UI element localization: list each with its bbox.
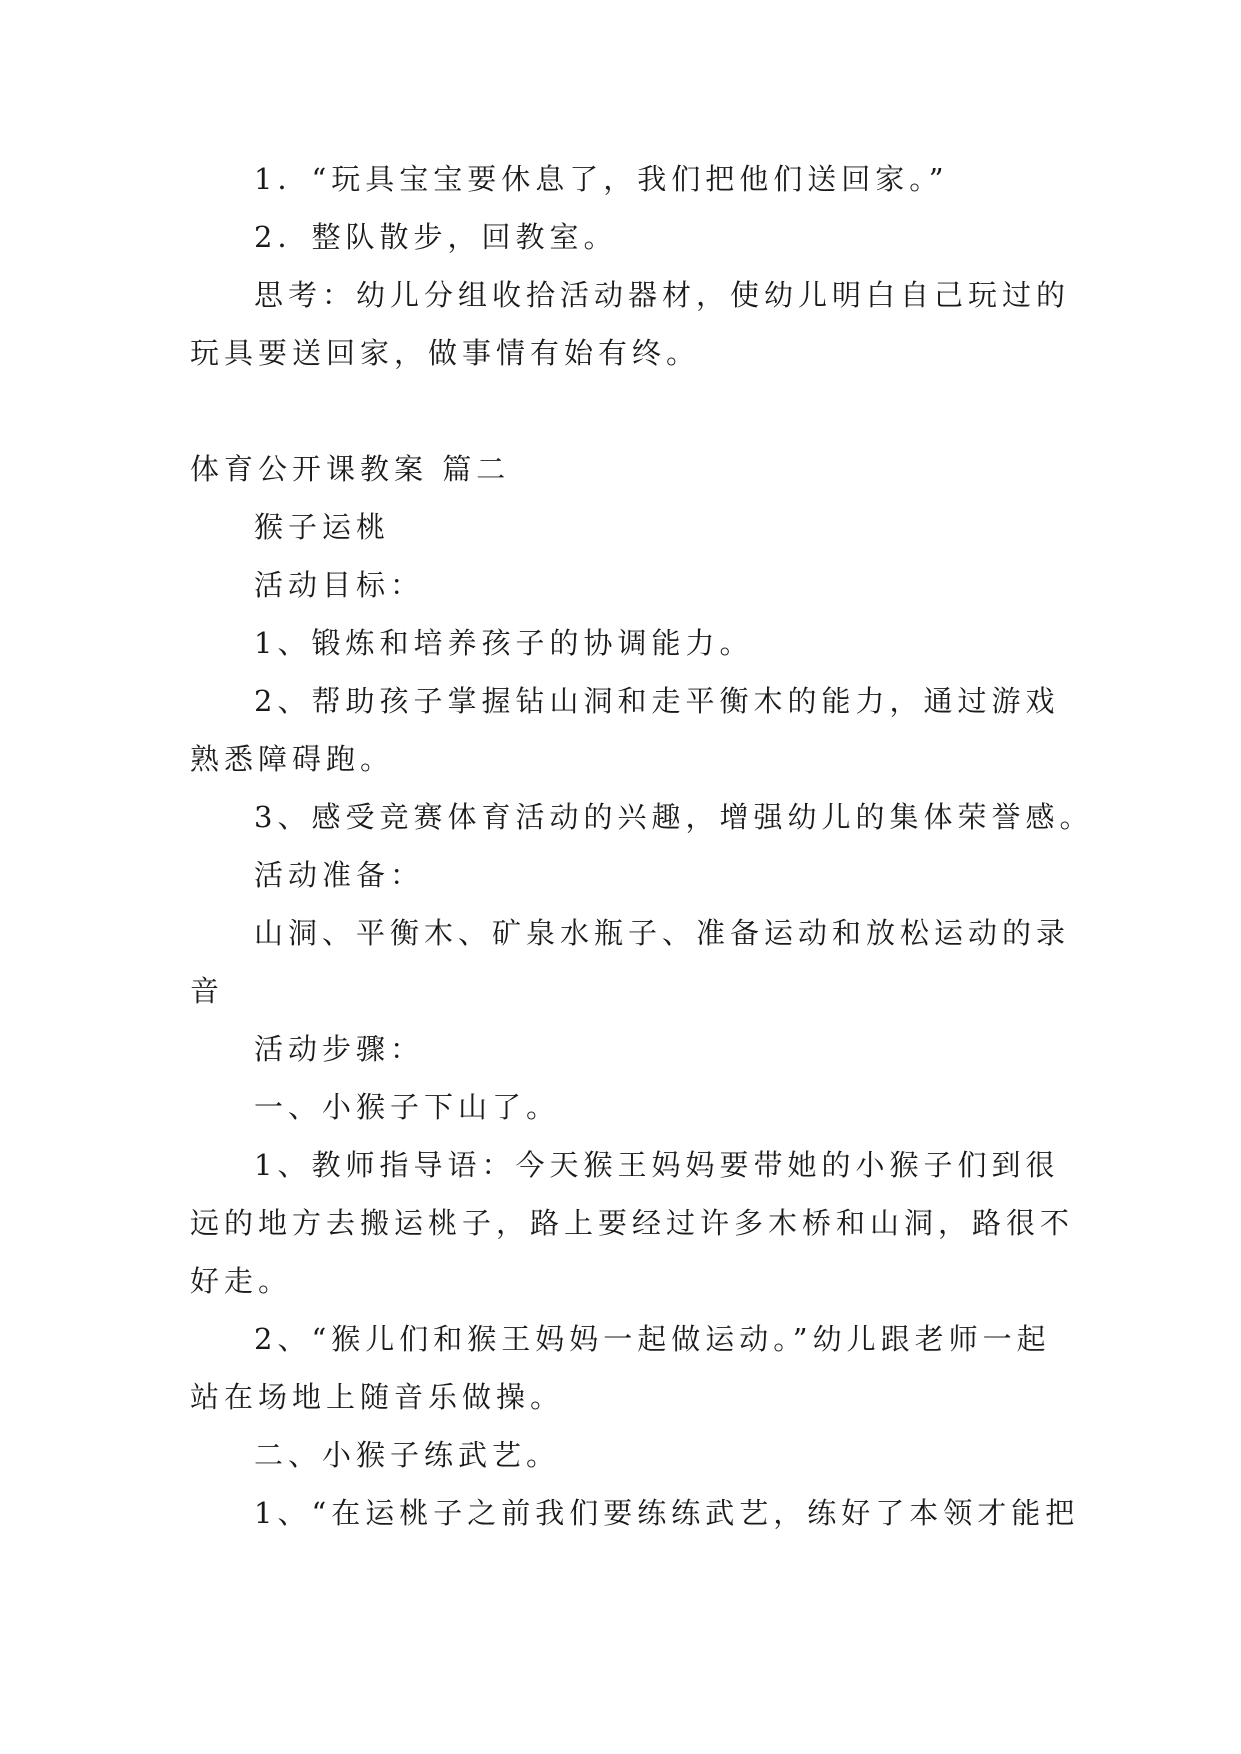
step-1-item-1-line-1: 1、教师指导语：今天猴王妈妈要带她的小猴子们到很	[254, 1148, 1060, 1182]
step-1-item-1-line-3: 好走。	[190, 1264, 293, 1298]
goal-2-line-2: 熟悉障碍跑。	[190, 742, 395, 776]
goal-3: 3、感受竞赛体育活动的兴趣，增强幼儿的集体荣誉感。	[254, 800, 1094, 834]
closing-step-1: 1．“玩具宝宝要休息了，我们把他们送回家。”	[254, 162, 949, 196]
lesson-title: 猴子运桃	[254, 510, 391, 544]
prep-line-2: 音	[190, 974, 225, 1008]
steps-label: 活动步骤：	[254, 1032, 425, 1066]
section-heading: 体育公开课教案 篇二	[190, 452, 511, 486]
step-1-item-2-line-2: 站在场地上随音乐做操。	[190, 1380, 565, 1414]
reflection-line-1: 思考：幼儿分组收拾活动器材，使幼儿明白自己玩过的	[254, 278, 1071, 312]
prep-line-1: 山洞、平衡木、矿泉水瓶子、准备运动和放松运动的录	[254, 916, 1071, 950]
prep-label: 活动准备：	[254, 858, 425, 892]
goal-1: 1、锻炼和培养孩子的协调能力。	[254, 626, 754, 660]
step-1-item-2-line-1: 2、“猴儿们和猴王妈妈一起做运动。”幼儿跟老师一起	[254, 1322, 1051, 1356]
reflection-line-2: 玩具要送回家，做事情有始有终。	[190, 336, 701, 370]
step-2-title: 二、小猴子练武艺。	[254, 1438, 561, 1472]
step-1-item-1-line-2: 远的地方去搬运桃子，路上要经过许多木桥和山洞，路很不	[190, 1206, 1075, 1240]
step-1-title: 一、小猴子下山了。	[254, 1090, 561, 1124]
goals-label: 活动目标：	[254, 568, 425, 602]
section-spacer	[190, 382, 1060, 440]
document-body	[190, 150, 1094, 1542]
closing-step-2: 2．整队散步，回教室。	[254, 220, 618, 254]
goal-2-line-1: 2、帮助孩子掌握钻山洞和走平衡木的能力，通过游戏	[254, 684, 1060, 718]
step-2-item-1-line-1: 1、“在运桃子之前我们要练练武艺，练好了本领才能把	[254, 1496, 1080, 1530]
